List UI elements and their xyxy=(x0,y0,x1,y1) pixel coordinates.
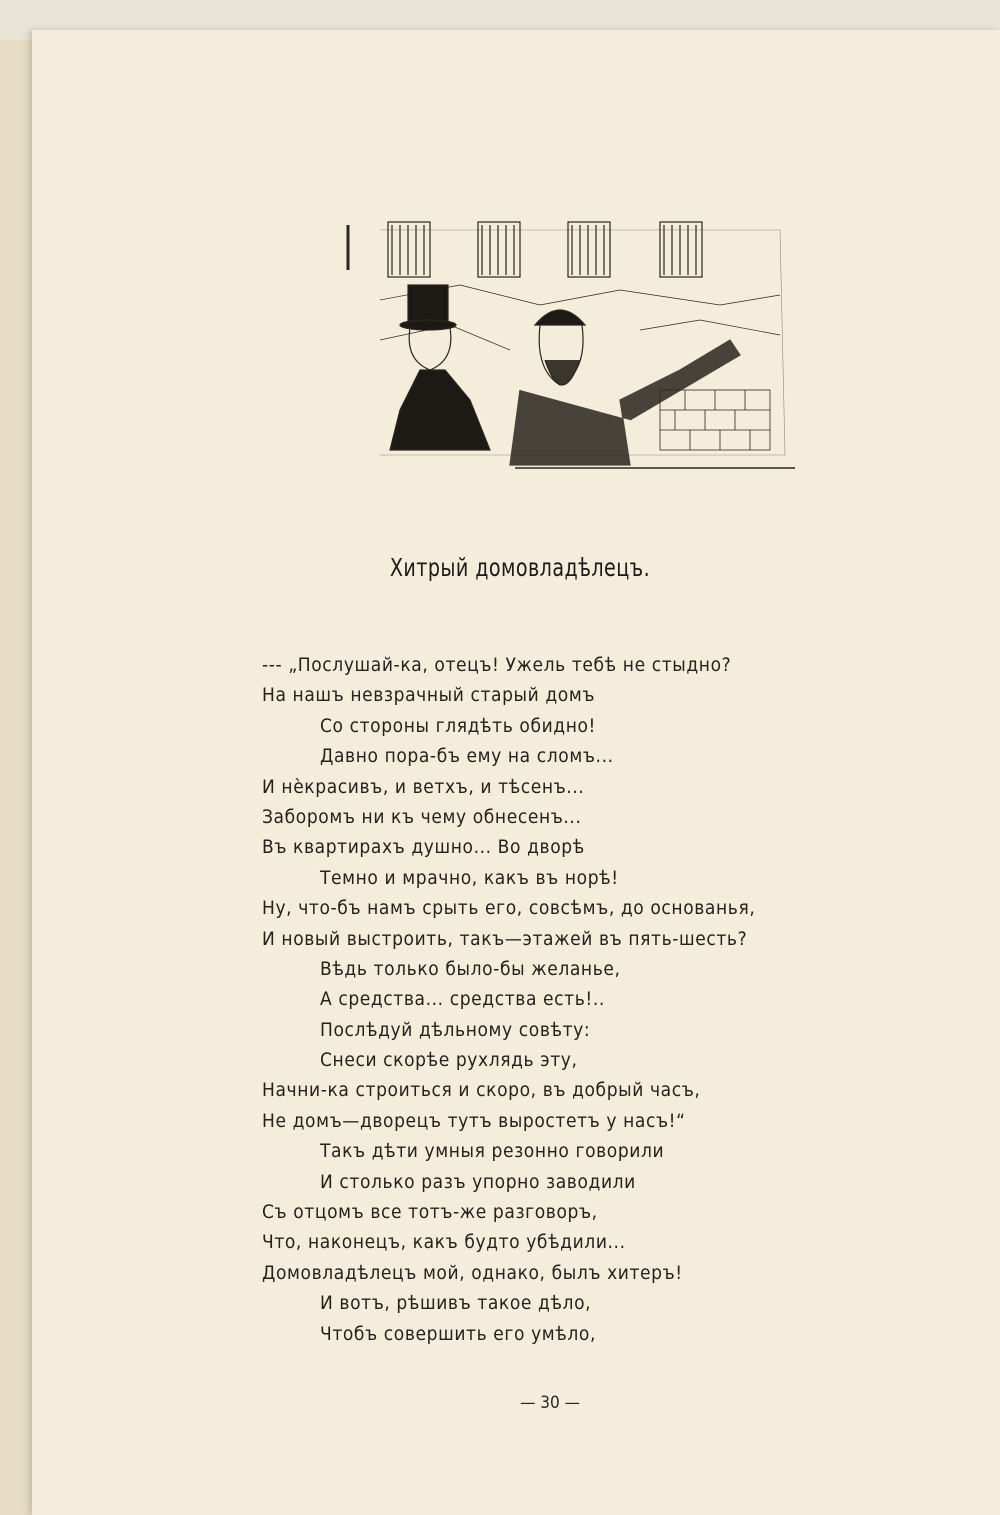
poem-line: Начни-ка строиться и скоро, въ добрый часъ, xyxy=(262,1079,701,1102)
poem-line: Давно пора-бъ ему на сломъ... xyxy=(320,745,614,768)
poem-line: И вотъ, рѣшивъ такое дѣло, xyxy=(320,1292,592,1315)
poem-line: А средства... средства есть!.. xyxy=(320,988,605,1011)
poem-line: Что, наконецъ, какъ будто убѣдили... xyxy=(262,1231,626,1254)
man-top-hat-icon xyxy=(390,285,490,450)
poem-title: Хитрый домовладѣлецъ. xyxy=(389,553,651,582)
poem-line: Съ отцомъ все тотъ-же разговоръ, xyxy=(262,1201,598,1224)
brick-wall-icon xyxy=(660,390,770,450)
poem-line: Темно и мрачно, какъ въ норѣ! xyxy=(320,866,619,889)
engraving-illustration xyxy=(340,210,795,475)
poem-line: --- „Послушай-ка, отецъ! Ужель тебѣ не стыдно? xyxy=(262,654,732,676)
poem-line: Ну, что-бъ намъ срыть его, совсѣмъ, до основанья, xyxy=(262,897,756,920)
poem-line: Вѣдь только было-бы желанье, xyxy=(320,957,621,980)
poem-line: Послѣдуй дѣльному совѣту: xyxy=(320,1018,591,1041)
poem-line: Въ квартирахъ душно... Во дворѣ xyxy=(262,836,585,859)
page-number: — 30 — xyxy=(520,1393,580,1413)
poem-line: Чтобъ совершить его умѣло, xyxy=(320,1322,596,1345)
poem-body xyxy=(262,654,862,1353)
poem-line: Снеси скорѣе рухлядь эту, xyxy=(320,1049,578,1072)
poem-line: На нашъ невзрачный старый домъ xyxy=(262,684,596,707)
poem-line: И новый выстроить, такъ—этажей въ пять-шесть? xyxy=(262,927,748,950)
poem-line: И столько разъ упорно заводили xyxy=(320,1170,636,1193)
poem-line: Не домъ—дворецъ тутъ выростетъ у насъ!“ xyxy=(262,1109,686,1132)
poem-line: Такъ дѣти умныя резонно говорили xyxy=(320,1140,665,1163)
poem-line: Домовладѣлецъ мой, однако, былъ хитеръ! xyxy=(262,1261,683,1284)
poem-line: Заборомъ ни къ чему обнесенъ... xyxy=(262,805,582,828)
poem-line: И нѐкрасивъ, и ветхъ, и тѣсенъ... xyxy=(262,775,585,798)
poem-line: Со стороны глядѣть обидно! xyxy=(320,714,596,737)
man-bowler-hat-icon xyxy=(510,310,740,465)
